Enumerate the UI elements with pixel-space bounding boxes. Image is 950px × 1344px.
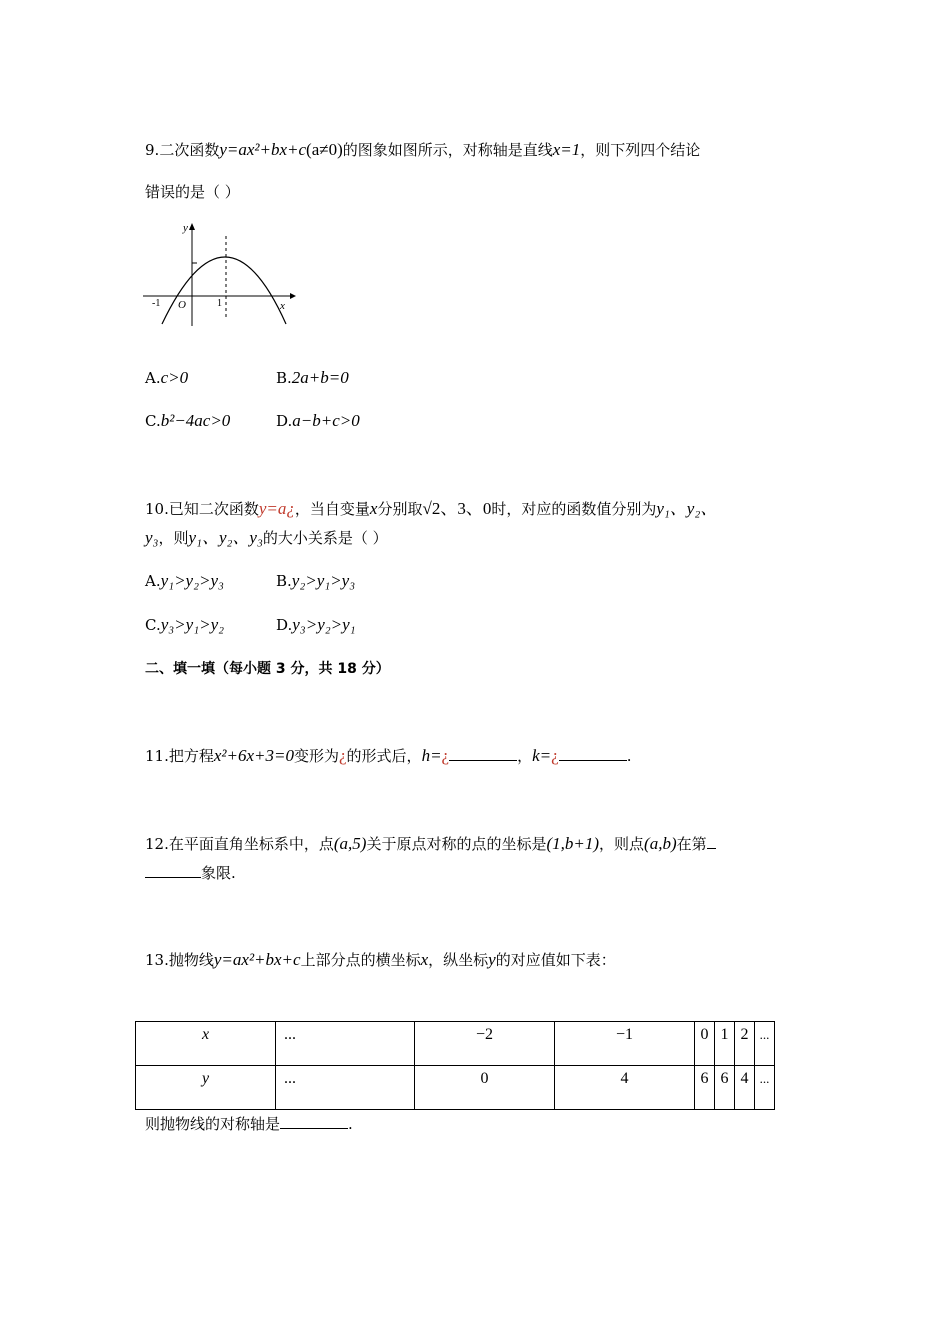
graph-tick-1: 1 bbox=[217, 298, 222, 309]
parabola-curve bbox=[162, 257, 286, 324]
q13-after-line: 则抛物线的对称轴是 . bbox=[145, 1115, 353, 1133]
q11-number: 11. bbox=[145, 747, 169, 765]
q11-equation: x²+6x+3=0 bbox=[213, 746, 294, 765]
table-cell: 6 bbox=[715, 1066, 735, 1110]
table-cell: ... bbox=[276, 1066, 415, 1110]
section2-title: 二、填一填（每小题 3 分，共 18 分） bbox=[145, 661, 390, 677]
q10-line1: 10.已知二次函数y=a¿，当自变量x分别取√2、3、0时，对应的函数值分别为y₁、y₂、 bbox=[145, 499, 718, 518]
q9-text2: ，则下列四个结论 bbox=[580, 141, 701, 159]
q9-condition: (a≠0) bbox=[306, 140, 343, 159]
q12-line2: 象限. bbox=[145, 863, 236, 883]
q9-line2: 错误的是（ ） bbox=[145, 183, 240, 201]
table-row-x bbox=[136, 1022, 775, 1066]
q12-blank-end[interactable] bbox=[145, 863, 201, 878]
q10-values: √2、3、0 bbox=[422, 499, 492, 518]
table-cell: ... bbox=[755, 1022, 775, 1066]
q13-value-table bbox=[135, 1021, 775, 1110]
q13-number: 13. bbox=[145, 951, 169, 969]
table-cell: ... bbox=[755, 1066, 775, 1110]
y-axis-arrow bbox=[189, 223, 195, 230]
table-cell: 6 bbox=[695, 1066, 715, 1110]
q13-line: 13.抛物线y=ax²+bx+c上部分点的横坐标x，纵坐标y的对应值如下表： bbox=[145, 950, 616, 969]
table-cell: 1 bbox=[715, 1022, 735, 1066]
q9-parabola-graph bbox=[140, 218, 300, 328]
q12-line1: 12.在平面直角坐标系中，点(a,5)关于原点对称的点的坐标是(1,b+1)，则点(a,b)在第 bbox=[145, 834, 716, 854]
q9-option-c: C.b²−4ac>0 bbox=[145, 411, 231, 430]
q9-axis: x=1 bbox=[552, 140, 581, 159]
table-cell: 0 bbox=[695, 1022, 715, 1066]
table-cell: 4 bbox=[735, 1066, 755, 1110]
q9-option-b: B.2a+b=0 bbox=[276, 368, 349, 387]
graph-tick-neg1: -1 bbox=[152, 298, 161, 309]
table-cell: −1 bbox=[555, 1022, 695, 1066]
table-cell: 4 bbox=[555, 1066, 695, 1110]
table-cell: ... bbox=[276, 1022, 415, 1066]
q10-line2: y₃，则y₁、y₂、y₃的大小关系是（ ） bbox=[145, 528, 388, 547]
table-row-y bbox=[136, 1066, 775, 1110]
x-axis-arrow bbox=[290, 293, 296, 299]
q11-k-blank[interactable] bbox=[559, 746, 627, 761]
q10-option-a: A.y₁>y₂>y₃ bbox=[145, 571, 224, 590]
q13-axis-blank[interactable] bbox=[280, 1114, 348, 1129]
q12-blank-start[interactable] bbox=[707, 834, 716, 849]
q11-h-blank[interactable] bbox=[449, 746, 517, 761]
q10-option-b: B.y₂>y₁>y₃ bbox=[276, 571, 356, 590]
table-cell: y bbox=[136, 1066, 276, 1110]
q9-line1 bbox=[145, 140, 700, 160]
q10-option-d: D.y₃>y₂>y₁ bbox=[276, 615, 356, 634]
q9-option-d: D.a−b+c>0 bbox=[276, 411, 360, 430]
q9-number: 9. bbox=[145, 141, 160, 159]
q10-function: y=a¿ bbox=[258, 499, 295, 518]
q10-number: 10. bbox=[145, 500, 169, 518]
q12-number: 12. bbox=[145, 835, 169, 853]
q9-function: y=ax²+bx+c bbox=[219, 140, 307, 159]
q9-prefix: 二次函数 bbox=[159, 141, 220, 159]
table-cell: x bbox=[136, 1022, 276, 1066]
q9-text1: 的图象如图所示，对称轴是直线 bbox=[342, 141, 553, 159]
q11-line: 11.把方程x²+6x+3=0变形为¿的形式后，h=¿ ，k=¿ . bbox=[145, 746, 632, 765]
graph-y-label: y bbox=[183, 222, 188, 234]
table-cell: 2 bbox=[735, 1022, 755, 1066]
graph-x-label: x bbox=[280, 300, 285, 312]
q10-option-c: C.y₃>y₁>y₂ bbox=[145, 615, 225, 634]
table-cell: 0 bbox=[415, 1066, 555, 1110]
q9-option-a: A.c>0 bbox=[145, 368, 189, 387]
table-cell: −2 bbox=[415, 1022, 555, 1066]
graph-origin-label: O bbox=[178, 299, 186, 311]
q13-function: y=ax²+bx+c bbox=[213, 950, 301, 969]
